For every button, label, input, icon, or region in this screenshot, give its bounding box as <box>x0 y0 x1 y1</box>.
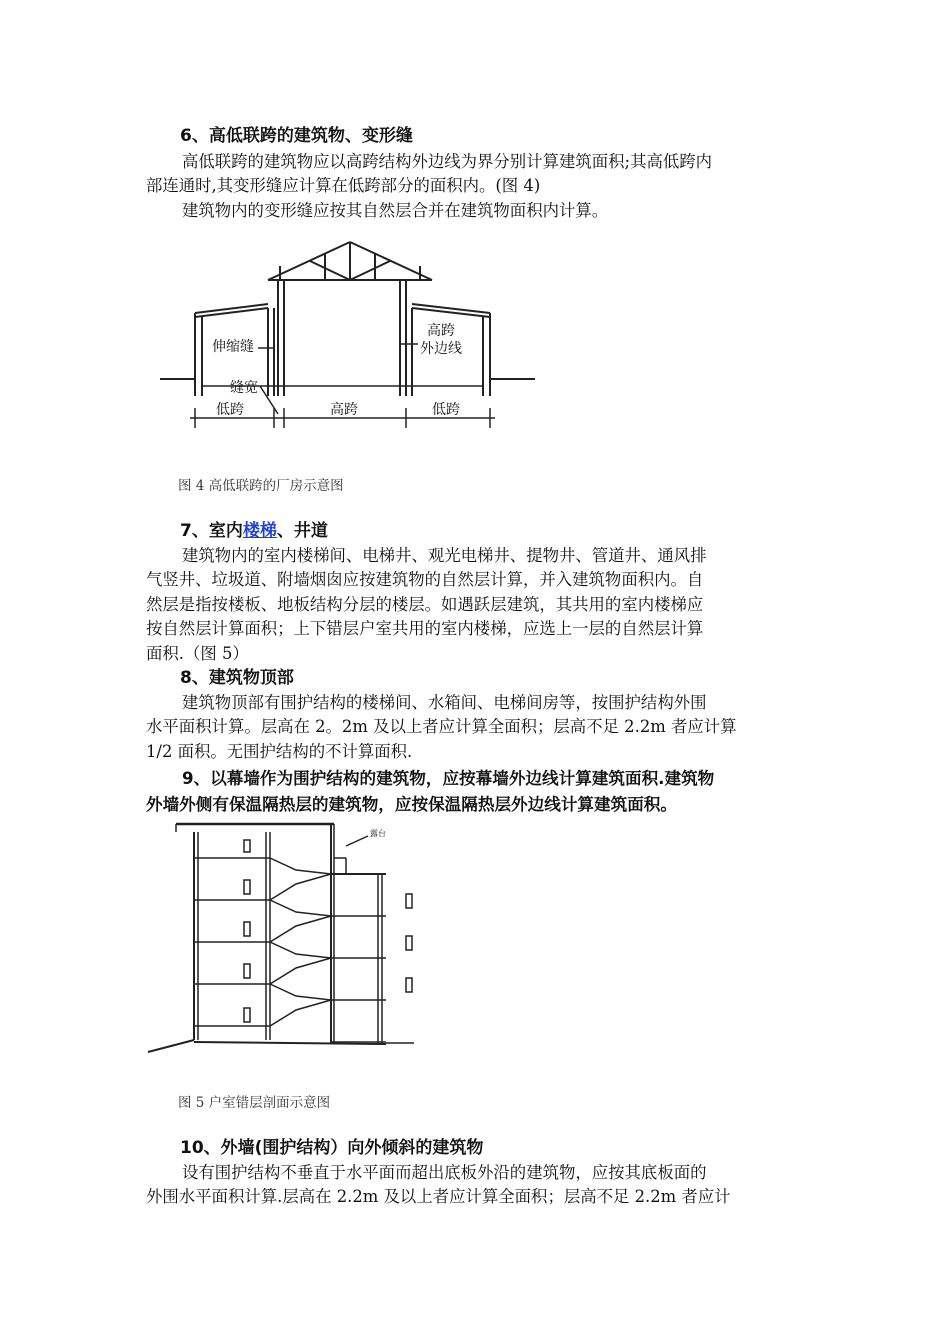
section-8-heading: 8、建筑物顶部 <box>180 668 294 688</box>
sec7-line-3: 然层是指按楼板、地板结构分层的楼层。如遇跃层建筑，其共用的室内楼梯应 <box>146 594 704 614</box>
stairs-link[interactable]: 楼梯 <box>242 521 277 541</box>
sec7-heading-prefix: 7、室内 <box>180 521 243 541</box>
fig4-label-high-span-edge-1: 高跨 <box>427 323 455 339</box>
sec10-line-2: 外围水平面积计算.层高在 2.2m 及以上者应计算全面积；层高不足 2.2m 者应计 <box>146 1187 731 1207</box>
sec8-line-3: 1/2 面积。无围护结构的不计算面积. <box>146 741 413 761</box>
sec7-line-5: 面积.（图 5） <box>146 643 249 663</box>
section-10-paragraph <box>146 1161 811 1210</box>
sec7-line-2: 气竖井、垃圾道、附墙烟囱应按建筑物的自然层计算，并入建筑物面积内。自 <box>146 570 704 590</box>
fig5-label-terrace: 露台 <box>370 829 386 838</box>
sec7-line-1: 建筑物内的室内楼梯间、电梯井、观光电梯井、提物井、管道井、通风排 <box>182 546 707 565</box>
section-10-heading: 10、外墙(围护结构）向外倾斜的建筑物 <box>180 1138 484 1158</box>
sec6-line-1: 高低联跨的建筑物应以高跨结构外边线为界分别计算建筑面积;其高低跨内 <box>182 152 713 171</box>
sec7-heading-suffix: 、井道 <box>276 521 328 541</box>
section-7-heading <box>180 519 328 543</box>
sec9-line-2: 外墙外侧有保温隔热层的建筑物，应按保温隔热层外边线计算建筑面积。 <box>146 795 677 814</box>
section-9-paragraph <box>146 766 811 818</box>
section-8-paragraph <box>146 691 811 764</box>
figure-5-diagram <box>146 818 416 1058</box>
fig4-label-low-span-right: 低跨 <box>432 402 460 418</box>
section-6-paragraph-2 <box>146 199 811 223</box>
sec7-line-4: 按自然层计算面积；上下错层户室共用的室内楼梯，应选上一层的自然层计算 <box>146 619 704 639</box>
figure-4-caption: 图 4 高低联跨的厂房示意图 <box>178 478 344 494</box>
fig4-label-high-span: 高跨 <box>330 402 358 418</box>
sec8-line-1: 建筑物顶部有围护结构的楼梯间、水箱间、电梯间房等，按围护结构外围 <box>182 693 707 712</box>
sec9-line-1: 9、以幕墙作为围护结构的建筑物，应按幕墙外边线计算建筑面积.建筑物 <box>182 769 715 788</box>
figure-5-caption: 图 5 户室错层剖面示意图 <box>178 1095 331 1111</box>
sec6-line-2: 部连通时,其变形缝应计算在低跨部分的面积内。(图 4) <box>146 176 541 196</box>
sec8-line-2: 水平面积计算。层高在 2。2m 及以上者应计算全面积；层高不足 2.2m 者应计算 <box>146 717 737 737</box>
section-7-paragraph <box>146 544 811 666</box>
sec10-line-1: 设有围护结构不垂直于水平面而超出底板外沿的建筑物，应按其底板面的 <box>182 1163 707 1182</box>
sec6-p2: 建筑物内的变形缝应按其自然层合并在建筑物面积内计算。 <box>182 201 609 220</box>
fig4-label-expansion-joint: 伸缩缝 <box>212 339 254 355</box>
fig4-label-high-span-edge-2: 外边线 <box>420 341 462 357</box>
fig4-label-low-span-left: 低跨 <box>216 402 244 418</box>
section-6-paragraph-1 <box>146 150 811 199</box>
figure-4-diagram <box>150 236 540 436</box>
section-6-heading: 6、高低联跨的建筑物、变形缝 <box>180 126 413 146</box>
fig4-label-joint-width: 缝宽 <box>230 380 258 396</box>
